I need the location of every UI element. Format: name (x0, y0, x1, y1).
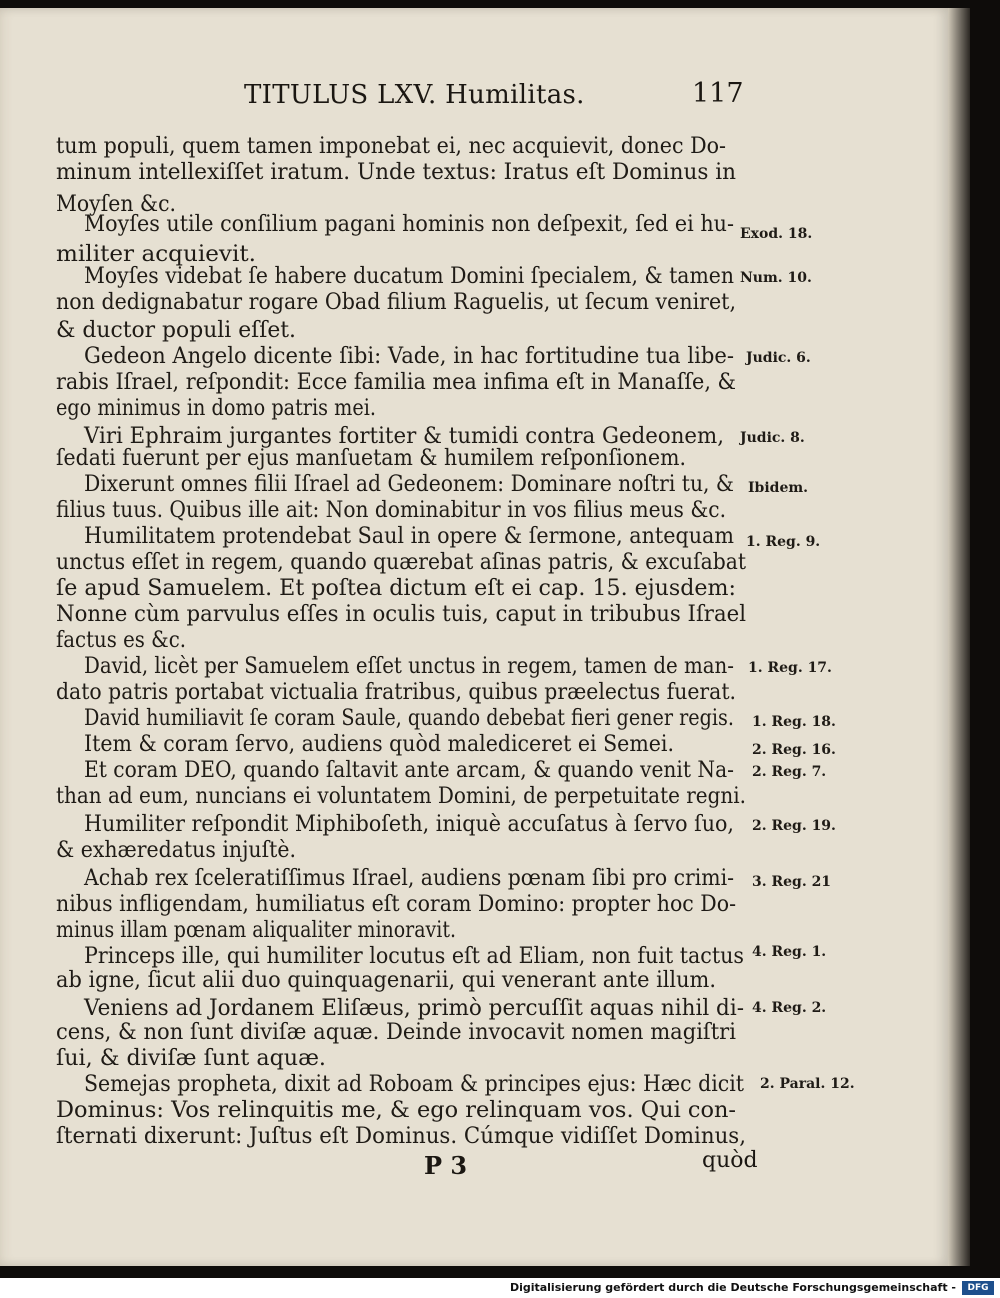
margin-reference: Ibidem. (748, 480, 809, 496)
margin-reference: 2. Reg. 19. (752, 818, 836, 834)
dfg-logo: DFG (962, 1281, 994, 1295)
text-line: ego minimus in domo patris mei. (56, 396, 376, 421)
footer (0, 1278, 1000, 1298)
text-line: & exhæredatus injuſtè. (56, 838, 296, 863)
text-line: ſedati fuerunt per ejus manſuetam & humilem reſponſionem. (56, 446, 686, 471)
text-line: Dominus: Vos relinquitis me, & ego relinquam vos. Qui con- (56, 1098, 736, 1123)
text-line: Nonne cùm parvulus eſſes in oculis tuis, caput in tribubus Iſrael (56, 602, 746, 627)
text-line: Humiliter reſpondit Miphiboſeth, iniquè accuſatus à ſervo ſuo, (84, 812, 734, 837)
text-line: ab igne, ſicut alii duo quinquagenarii, qui venerant ante illum. (56, 968, 716, 993)
text-line: minus illam pœnam aliqualiter minoravit. (56, 918, 456, 943)
margin-reference: Judic. 6. (746, 350, 811, 366)
text-line: Princeps ille, qui humiliter locutus eſt ad Eliam, non fuit tactus (84, 944, 744, 969)
page-edge (948, 8, 970, 1266)
margin-reference: Exod. 18. (740, 226, 813, 242)
text-line: Dixerunt omnes filii Iſrael ad Gedeonem: Dominare noſtri tu, & (84, 472, 734, 497)
margin-reference: 1. Reg. 18. (752, 714, 836, 730)
text-line: militer acquievit. (56, 242, 256, 267)
text-line: David, licèt per Samuelem eſſet unctus in regem, tamen de man- (84, 654, 734, 679)
text-line: Viri Ephraim jurgantes fortiter & tumidi contra Gedeonem, (84, 424, 724, 449)
text-line: dato patris portabat victualia fratribus, quibus præelectus fuerat. (56, 680, 736, 705)
catchword: quòd (702, 1148, 758, 1173)
text-line: than ad eum, nuncians ei voluntatem Domini, de perpetuitate regni. (56, 784, 746, 809)
text-line: Semejas propheta, dixit ad Roboam & principes ejus: Hæc dicit (84, 1072, 744, 1097)
text-line: Humilitatem protendebat Saul in opere & ſermone, antequam (84, 524, 734, 549)
footer-credit: Digitalisierung gefördert durch die Deutsche Forschungsgemeinschaft - (509, 1281, 956, 1294)
text-line: Gedeon Angelo dicente ſibi: Vade, in hac fortitudine tua libe- (84, 344, 734, 369)
margin-reference: 1. Reg. 9. (746, 534, 821, 550)
margin-reference: 2. Reg. 7. (752, 764, 827, 780)
text-line: cens, & non ſunt diviſæ aquæ. Deinde invocavit nomen magiſtri (56, 1020, 736, 1045)
margin-reference: Judic. 8. (740, 430, 805, 446)
text-line: unctus eſſet in regem, quando quærebat aſinas patris, & excuſabat (56, 550, 746, 575)
text-line: Item & coram ſervo, audiens quòd malediceret ei Semei. (84, 732, 674, 757)
margin-reference: 2. Paral. 12. (760, 1076, 855, 1092)
text-line: non dedignabatur rogare Obad filium Raguelis, ut ſecum veniret, (56, 290, 736, 315)
text-line: ſternati dixerunt: Juſtus eſt Dominus. Cúmque vidiſſet Dominus, (56, 1124, 746, 1149)
text-line: David humiliavit ſe coram Saule, quando debebat fieri gener regis. (84, 706, 734, 731)
margin-reference: 1. Reg. 17. (748, 660, 832, 676)
page-number: 117 (692, 78, 744, 109)
text-line: tum populi, quem tamen imponebat ei, nec acquievit, donec Do- (56, 134, 726, 159)
text-line: & ductor populi eſſet. (56, 318, 296, 343)
signature-mark: P 3 (424, 1151, 468, 1180)
text-line: Achab rex ſceleratiſſimus Iſrael, audiens pœnam ſibi pro crimi- (84, 866, 734, 891)
text-line: minum intellexiſſet iratum. Unde textus: Iratus eſt Dominus in (56, 160, 736, 185)
text-line: factus es &c. (56, 628, 186, 653)
text-line: Et coram DEO, quando ſaltavit ante arcam, & quando venit Na- (84, 758, 734, 783)
book-page (0, 8, 948, 1266)
text-line: Moyſes utile conſilium pagani hominis non deſpexit, ſed ei hu- (84, 212, 734, 237)
text-line: filius tuus. Quibus ille ait: Non dominabitur in vos filius meus &c. (56, 498, 726, 523)
margin-reference: 3. Reg. 21 (752, 874, 832, 890)
text-line: Moyſen &c. (56, 192, 176, 217)
margin-reference: 4. Reg. 2. (752, 1000, 827, 1016)
text-line: ſe apud Samuelem. Et poſtea dictum eſt ei cap. 15. ejusdem: (56, 576, 736, 601)
margin-reference: 2. Reg. 16. (752, 742, 836, 758)
margin-reference: Num. 10. (740, 270, 812, 286)
running-title: TITULUS LXV. Humilitas. (244, 80, 585, 110)
text-line: Veniens ad Jordanem Eliſæus, primò percuſſit aquas nihil di- (84, 996, 744, 1021)
text-line: Moyſes videbat ſe habere ducatum Domini ſpecialem, & tamen (84, 264, 734, 289)
margin-reference: 4. Reg. 1. (752, 944, 827, 960)
text-line: rabis Iſrael, reſpondit: Ecce familia mea infima eſt in Manaſſe, & (56, 370, 736, 395)
text-line: nibus infligendam, humiliatus eſt coram Domino: propter hoc Do- (56, 892, 736, 917)
text-line: ſui, & diviſæ ſunt aquæ. (56, 1046, 326, 1071)
